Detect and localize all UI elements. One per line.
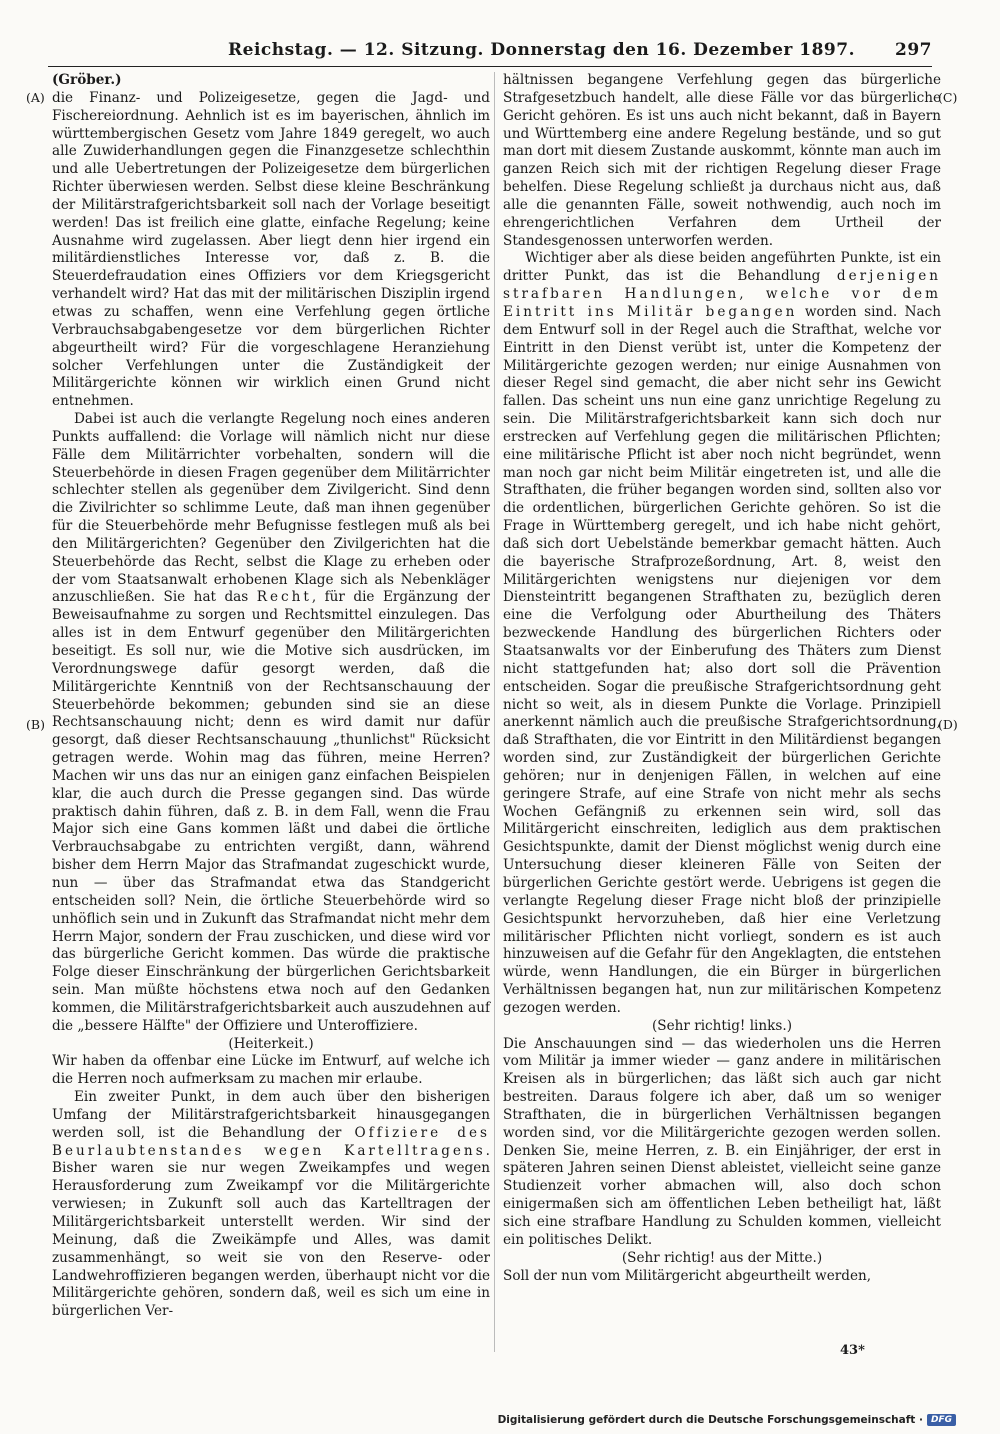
- text-run: Ein zweiter Punkt, in dem auch über den bisherigen Umfang der Militärstrafgerichtsbarkeit hinausgegangen werden soll, ist die Behandlung der: [52, 1089, 490, 1141]
- margin-mark-b: (B): [26, 717, 45, 732]
- interjection: (Sehr richtig! links.): [651, 1017, 793, 1034]
- running-head: Reichstag. — 12. Sitzung. Donnerstag den 16. Dezember 1897.: [228, 40, 855, 60]
- text-run: worden sind. Nach dem Entwurf soll in der Regel auch die Strafthat, welche vor Eintritt in den Dienst verübt ist, unter die Kompetenz der Militärgerichte gezogen werden; nur einige Ausnahmen von dieser Regel sind gemacht, die aber nicht sehr ins Gewicht fallen. Das scheint uns nun eine ganz unrichtige Regelung zu sein. Die Militärstrafgerichtsbarkeit kann sich doch nur erstrecken auf Verfehlung gegen die militärischen Pflichten; eine militärische Pflicht ist aber noch nicht begründet, wenn man noch gar nicht beim Militär eingetreten ist, und alle die Strafthaten, die früher begangen worden sind, sollten also vor die ordentlichen, bürgerlichen Gerichte gehören. So ist die Frage in Württemberg geregelt, und ich habe nicht gehört, daß sich dort Uebelstände bemerkbar gemacht hätten. Auch die bayerische Strafprozeßordnung, Art. 8, weist den Militärgerichten wenigstens nur diejenigen vor dem Diensteintritt begangenen Strafthaten zu, bezüglich deren eine die Verfolgung oder Aburtheilung des Thäters bezweckende Handlung des bürgerlichen Richters oder Staatsanwalts vor der Einberufung des Thäters zum Dienst nicht stattgefunden hat; also dort soll die Prävention entscheiden. Sogar die preußische Strafgerichtsordnung geht nicht so weit, als in diesem Punkte die Vorlage. Prinzipiell anerkennt nämlich auch die preußische Strafgerichtsordnung, daß Strafthaten, die vor Eintritt in den Militärdienst begangen worden sind, zur Zuständigkeit der bürgerlichen Gerichte gehören; nur in denjenigen Fällen, in welchen auf eine geringere Strafe, auf eine Strafe von nicht mehr als sechs Wochen Gefängniß zu erkennen sein wird, soll das Militärgericht einschreiten, lediglich aus dem praktischen Gesichtspunkte, damit der Dienst möglichst wenig durch eine Untersuchung dieser kleineren Fälle von Seiten der bürgerlichen Gerichte gestört werde. Uebrigens ist gegen die verlangte Regelung dieser Frage nicht bloß der prinzipielle Gesichtspunkt hervorzuheben, daß hier eine Verletzung militärischer Pflichten nicht vorliegt, sondern es ist auch hinzuweisen auf die Gefahr für den Angeklagten, die entstehen würde, wenn Handlungen, die ein Bürger in bürgerlichen Verhältnissen begangen hat, nun zur militärischen Kompetenz gezogen werden.: [503, 303, 941, 1016]
- margin-mark-a: (A): [26, 90, 45, 105]
- right-column: [503, 72, 941, 1285]
- paragraph: Soll der nun vom Militärgericht abgeurtheilt werden,: [503, 1267, 872, 1284]
- speaker-name: (Gröber.): [52, 72, 122, 88]
- header-rule: [48, 66, 932, 67]
- margin-mark-c: (C): [938, 90, 958, 105]
- paragraph: die Finanz- und Polizeigesetze, gegen die Jagd- und Fischereiordnung. Aehnlich ist es im bayerischen, ähnlich im württembergischen Gesetz vom Jahre 1849 geregelt, wo auch alle Zuwiderhandlungen gegen die Finanzgesetze schlechthin und alle Uebertretungen der Polizeigesetze dem bürgerlichen Richter überwiesen werden. Selbst diese kleine Beschränkung der Militärstrafgerichtsbarkeit soll nach der Vorlage beseitigt werden! Das ist freilich eine glatte, einfache Regelung; keine Ausnahme wird zugelassen. Aber liegt denn hier irgend ein militärdienstliches Interesse vor, daß z. B. die Steuerdefraudation eines Offiziers vor dem Kriegsgericht verhandelt wird? Hat das mit der militärischen Disziplin irgend etwas zu schaffen, wenn eine Verfehlung gegen örtliche Verbrauchsabgabengesetze vor dem bürgerlichen Richter abgeurtheilt wird? Für die vorgeschlagene Heranziehung solcher Verfehlungen unter die Zuständigkeit der Militärgerichte können wir wirklich einen Grund nicht entnehmen.: [52, 89, 491, 410]
- spaced-text: Offiziere des Beurlaubtenstandes wegen Kartelltragens: [52, 1124, 490, 1159]
- page-header: [48, 40, 932, 66]
- interjection: (Sehr richtig! aus der Mitte.): [621, 1249, 823, 1266]
- paragraph: [503, 250, 941, 1017]
- text-run: , für die Ergänzung der Beweisaufnahme zu sorgen und Rechtsmittel einzulegen. Das alles ist in dem Entwurf gegenüber den Militärgerichten beseitigt. Es soll nur, wie die Motive sich ausdrücken, im Verordnungswege dafür gesorgt werden, daß die Militärgerichte Kenntniß von der Rechtsanschauung der Steuerbehörde bekommen; gebunden sind sie an diese Rechtsanschauung nicht; denn es wird damit nur dafür gesorgt, daß dieser Rechtsanschauung „thunlichst" Rücksicht getragen werde. Wohin mag das führen, meine Herren? Machen wir uns das nur an einigen ganz einfachen Beispielen klar, die auch durch die Presse gegangen sind. Das würde praktisch dahin führen, daß z. B. in dem Fall, wenn die Frau Major sich eine Gans kommen läßt und dabei die örtliche Verbrauchsabgabe zu entrichten vergißt, dann, während bisher dem Herrn Major das Strafmandat zugeschickt wurde, nun — über das Strafmandat etwa das Standgericht entscheiden soll? Nein, die örtliche Steuerbehörde wird so unhöflich sein und in Zukunft das Strafmandat nicht mehr dem Herrn Major, sondern der Frau zuschicken, und diese wird vor das bürgerliche Gericht kommen. Das würde die praktische Folge dieser Einschränkung der bürgerlichen Gerichtsbarkeit sein. Man müßte höchstens etwa noch auf den Gedanken kommen, die Militärstrafgerichtsbarkeit auch auszudehnen auf die „bessere Hälfte" der Offiziere und Unteroffiziere.: [52, 589, 490, 1034]
- paragraph: Die Anschauungen sind — das wiederholen uns die Herren vom Militär ja immer wieder — ganz andere in militärischen Kreisen als in bürgerlichen; das läßt sich auch gar nicht bestreiten. Daraus folgere ich aber, daß um so weniger Strafthaten, die in bürgerlichen Verhältnissen begangen worden sind, vor die Militärgerichte gezogen werden sollen. Denken Sie, meine Herren, z. B. ein Einjähriger, der erst in späteren Jahren seinen Dienst ableistet, vielleicht seine ganze Studienzeit vorher abmachen will, also doch schon einigermaßen sich am öffentlichen Leben betheiligt hat, läßt sich eine strafbare Handlung zu Schulden kommen, vielleicht ein politisches Delikt.: [503, 1035, 941, 1248]
- paragraph: Wir haben da offenbar eine Lücke im Entwurf, auf welche ich die Herren noch aufmerksam zu machen mir erlaube.: [52, 1053, 490, 1088]
- signature-mark: 43*: [840, 1343, 865, 1358]
- paragraph: [52, 411, 490, 1036]
- spaced-text: derjenigen strafbaren Handlungen, welche vor dem Eintritt ins Militär begangen: [503, 268, 941, 320]
- paragraph: hältnissen begangene Verfehlung gegen das bürgerliche Strafgesetzbuch handelt, alle diese Fälle vor das bürgerliche Gericht gehören. Es ist uns auch nicht bekannt, daß in Bayern und Württemberg eine andere Regelung bestände, und so gut man dort mit diesem Zustande auskommt, könnte man auch im ganzen Reich sich mit der richtigen Regelung dieser Frage behelfen. Diese Regelung schließt ja durchaus nicht aus, daß alle die genannten Fälle, soweit nothwendig, auch noch im ehrengerichtlichen Verfahren dem Urtheil der Standesgenossen unterworfen werden.: [503, 72, 941, 249]
- digitization-footer: [498, 1412, 956, 1428]
- page-number: 297: [895, 40, 932, 60]
- left-column: [52, 72, 490, 1321]
- margin-mark-d: (D): [938, 717, 958, 732]
- interjection: (Heiterkeit.): [228, 1035, 314, 1052]
- dfg-logo-icon: DFG: [927, 1414, 956, 1426]
- text-run: . Bisher waren sie nur wegen Zweikampfes und wegen Herausforderung zum Zweikampf vor die Militärgerichte verwiesen; in Zukunft soll auch das Kartelltragen der Militärgerichtsbarkeit unterstellt werden. Wir sind der Meinung, daß die Zweikämpfe und Alles, was damit zusammenhängt, so weit sie von den Reserve- oder Landwehroffizieren begangen werden, überhaupt nicht vor die Militärgerichte gehören, sondern daß, weil es sich um eine in bürgerlichen Ver-: [52, 1142, 490, 1320]
- spaced-text: Recht: [256, 589, 312, 606]
- column-divider: [494, 72, 495, 1352]
- footer-text: Digitalisierung gefördert durch die Deutsche Forschungsgemeinschaft ·: [497, 1414, 923, 1426]
- text-run: Dabei ist auch die verlangte Regelung noch eines anderen Punkts auffallend: die Vorlage will nämlich nicht nur diese Fälle dem Militärrichter vorbehalten, sondern will die Steuerbehörde in diesen Fragen gegenüber dem Militärrichter schlechter stellen als gegenüber dem Zivilgericht. Sind denn die Zivilrichter so schlimme Leute, daß man ihnen gegenüber für die Steuerbehörde mehr Befugnisse festlegen muß als bei den Militärgerichten? Gegenüber den Zivilgerichten hat die Steuerbehörde das Recht, selbst die Klage zu erheben oder der vom Staatsanwalt erhobenen Klage sich als Nebenkläger anzuschließen. Sie hat das: [52, 411, 490, 606]
- text-run: Wichtiger aber als diese beiden angeführten Punkte, ist ein dritter Punkt, das ist die Behandlung: [503, 250, 941, 285]
- paragraph: [52, 1089, 490, 1321]
